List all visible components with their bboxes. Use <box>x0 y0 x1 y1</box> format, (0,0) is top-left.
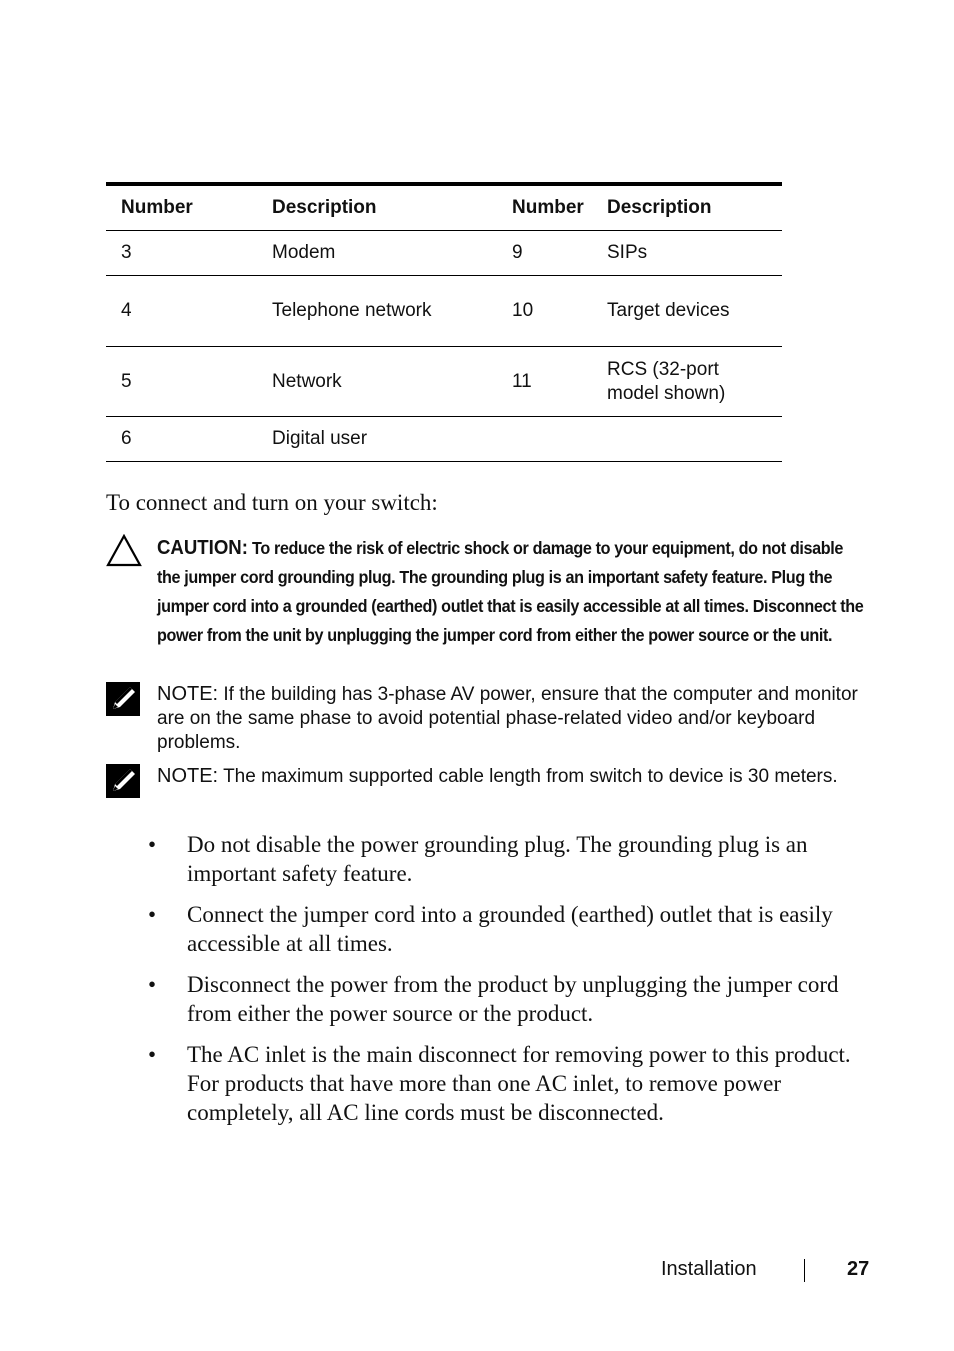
cell-number: 4 <box>121 300 132 321</box>
bullet-glyph: • <box>148 902 157 927</box>
list-item <box>148 970 873 1028</box>
bullet-glyph: • <box>148 832 157 857</box>
cell-description: Digital user <box>272 428 368 449</box>
bullet-glyph: • <box>148 1042 157 1067</box>
table-row <box>106 347 782 417</box>
caution-notice <box>106 534 866 679</box>
cell-number: 9 <box>512 242 523 263</box>
header-description: Description <box>607 197 712 218</box>
list-item-text: Do not disable the power grounding plug. The grounding plug is an important safety feature. <box>187 832 808 886</box>
header-description: Description <box>272 197 377 218</box>
table-row <box>106 231 782 276</box>
note-body <box>157 764 866 789</box>
note-notice <box>106 764 866 814</box>
list-item-text: The AC inlet is the main disconnect for removing power to this product. For products that have more than one AC inlet, to remove power completely, all AC line cords must be disconnected. <box>187 1042 851 1125</box>
note-label: NOTE: <box>157 765 219 787</box>
list-item <box>148 1040 873 1127</box>
cell-number: 3 <box>121 242 132 263</box>
cell-number: 6 <box>121 428 132 449</box>
cell-description: Modem <box>272 242 336 263</box>
safety-bullet-list <box>148 830 873 1139</box>
list-item-text: Disconnect the power from the product by unplugging the jumper cord from either the power source or the product. <box>187 972 839 1026</box>
cell-number: 11 <box>512 370 532 392</box>
footer-divider <box>804 1259 805 1282</box>
list-item-text: Connect the jumper cord into a grounded (earthed) outlet that is easily accessible at all times. <box>187 902 833 956</box>
component-table <box>106 182 782 462</box>
note-body <box>157 682 866 755</box>
caution-body <box>157 534 864 650</box>
header-number: Number <box>512 197 584 218</box>
cell-description <box>607 417 782 462</box>
cell-description: RCS (32-port model shown) <box>607 358 726 404</box>
note-pencil-icon <box>106 682 140 723</box>
note-pencil-icon <box>106 764 140 805</box>
cell-number: 10 <box>512 300 534 321</box>
cell-number <box>512 417 607 462</box>
intro-text: To connect and turn on your switch: <box>106 490 438 515</box>
list-item <box>148 900 873 958</box>
table-row <box>106 276 782 347</box>
cell-description: Network <box>272 370 342 392</box>
warning-triangle-icon <box>106 534 142 572</box>
page-number: 27 <box>847 1258 870 1280</box>
table-row <box>106 417 782 462</box>
list-item <box>148 830 873 888</box>
header-number: Number <box>121 197 193 218</box>
bullet-glyph: • <box>148 972 157 997</box>
footer-section-title: Installation <box>661 1258 757 1280</box>
caution-label: CAUTION: <box>157 537 248 559</box>
note-text: The maximum supported cable length from switch to device is 30 meters. <box>223 766 838 787</box>
cell-description: Target devices <box>607 300 730 321</box>
caution-text: To reduce the risk of electric shock or damage to your equipment, do not disable the jumper cord grounding plug. The grounding plug is an important safety feature. Plug the jumper cord into a grounded (earthed) outlet that is easily accessible at all times. Disconnect the power from the unit by unplugging the jumper cord from either the power source or the unit. <box>157 538 864 645</box>
cell-description: Telephone network <box>272 300 432 321</box>
cell-description: SIPs <box>607 242 648 263</box>
note-text: If the building has 3-phase AV power, ensure that the computer and monitor are on the same phase to avoid potential phase-related video and/or keyboard problems. <box>157 684 858 753</box>
table-header-row <box>106 184 782 231</box>
note-label: NOTE: <box>157 683 219 705</box>
note-notice <box>106 682 866 756</box>
cell-number: 5 <box>121 370 132 392</box>
